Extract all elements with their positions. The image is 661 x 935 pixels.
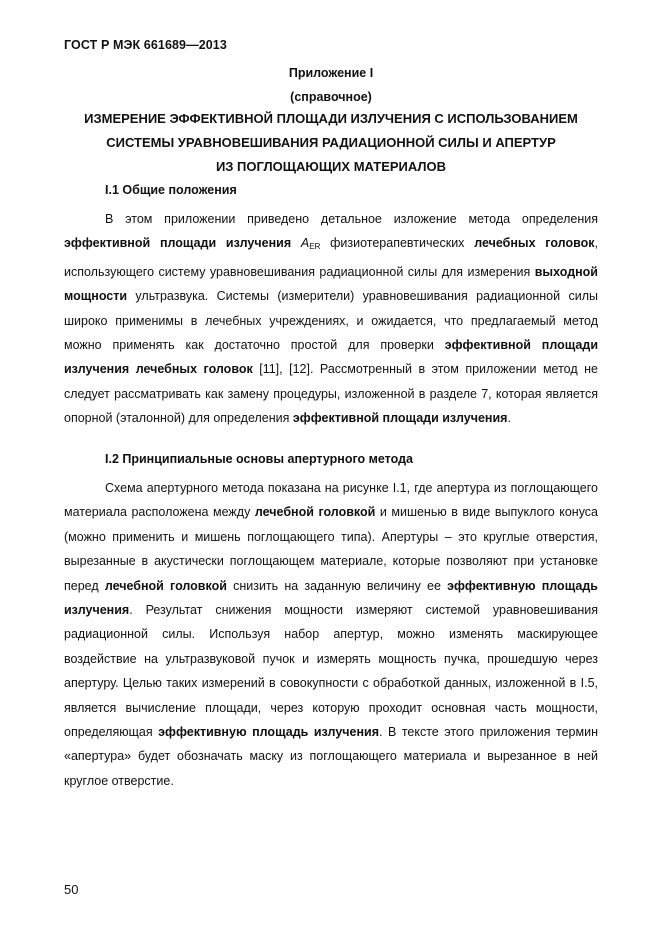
term-emphasis: выходной мощности (64, 264, 598, 304)
term-emphasis: лечебных головок (474, 236, 595, 251)
appendix-note: (справочное) (290, 90, 372, 104)
text-run: , использующего систему уравновешивания радиационной силы для измерения (64, 236, 598, 279)
text-run: снизить на заданную величину ее (226, 578, 448, 593)
section1-paragraph (64, 207, 598, 431)
term-emphasis: эффективную площадь излучения (64, 578, 598, 618)
term-emphasis: эффективной площади излучения (64, 236, 292, 251)
text-run: и мишенью в виде выпуклого конуса (можно применить и мишень поглощающего типа). Апертуры – это круглые отверстия, вырезанные в акустически поглощающем материале, которые позволяют при установке перед (64, 505, 599, 593)
term-emphasis: эффективной площади излучения лечебных головок (64, 338, 598, 377)
section-heading: I.1 Общие положения (105, 183, 237, 197)
text-run (291, 236, 301, 250)
page-number: 50 (64, 882, 79, 897)
term-emphasis: лечебной головкой (104, 578, 227, 593)
section2-paragraph (64, 476, 598, 793)
main-title-line: ИЗМЕРЕНИЕ ЭФФЕКТИВНОЙ ПЛОЩАДИ ИЗЛУЧЕНИЯ С ИСПОЛЬЗОВАНИЕМ (84, 111, 578, 126)
standard-header: ГОСТ Р МЭК 661689—2013 (64, 38, 227, 52)
term-emphasis: лечебной головкой (254, 505, 376, 520)
text-run: . В тексте этого приложения термин «апертура» будет обозначать маску из поглощающего материала и вырезанное в ней круглое отверстие. (64, 725, 598, 788)
main-title-line: СИСТЕМЫ УРАВНОВЕШИВАНИЯ РАДИАЦИОННОЙ СИЛЫ И АПЕРТУР (106, 135, 556, 150)
text-run: . Результат снижения мощности измеряют системой уравновешивания радиационной силы. Используя набор апертур, можно изменять маскирующее воздействие на ультразвуковой пучок и измерять мощность пучка, прошедшую через апертуру. Целью таких измерений в совокупности с обработкой данных, изложенной в I.5, является вычисление площади, через которую проходит основная часть мощности, определяющая (64, 603, 598, 740)
main-title (64, 107, 598, 179)
text-run: ультразвука. Системы (измерители) уравновешивания радиационной силы широко применимы в лечебных учреждениях, и ожидается, что предлагаемый метод можно применять как достаточно простой для проверки (64, 289, 598, 353)
symbol-subscript: ER (309, 242, 321, 252)
text-run: В этом приложении приведено детальное изложение метода определения (105, 212, 598, 226)
text-run: Схема апертурного метода показана на рисунке I.1, где апертура из поглощающего материала расположена между (64, 481, 598, 520)
text-run: физиотерапевтических (320, 236, 475, 251)
main-title-line: ИЗ ПОГЛОЩАЮЩИХ МАТЕРИАЛОВ (215, 159, 447, 174)
symbol: A (300, 236, 310, 251)
term-emphasis: эффективной площади излучения (292, 411, 508, 426)
text-run: . (507, 411, 511, 426)
term-emphasis: эффективную площадь излучения (158, 725, 380, 740)
appendix-title: Приложение I (288, 66, 374, 80)
section-heading: I.2 Принципиальные основы апертурного метода (105, 452, 413, 466)
text-run: [11], [12]. Рассмотренный в этом приложении метод не следует рассматривать как замену процедуры, изложенной в разделе 7, которая является опорной (эталонной) для определения (64, 362, 598, 426)
